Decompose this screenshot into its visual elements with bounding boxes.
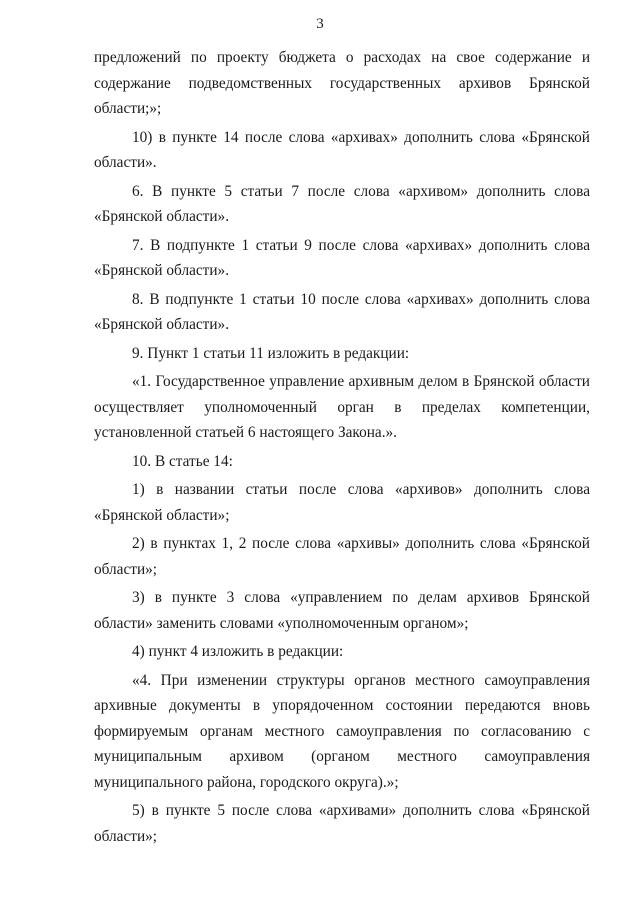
- paragraph-section-8: 8. В подпункте 1 статьи 10 после слова «архивах» дополнить слова «Брянской области».: [94, 290, 590, 333]
- paragraph-subitem-1: 1) в названии статьи после слова «архивов» дополнить слова «Брянской области»;: [94, 481, 590, 524]
- paragraph-subitem-3: 3) в пункте 3 слова «управлением по делам архивов Брянской области» заменить словами «уполномоченным органом»;: [94, 589, 590, 632]
- page-number: 3: [316, 16, 324, 32]
- paragraph-subitem-2: 2) в пунктах 1, 2 после слова «архивы» дополнить слова «Брянской области»;: [94, 535, 590, 578]
- paragraph-section-10: 10. В статье 14:: [132, 452, 233, 470]
- paragraph-section-6: 6. В пункте 5 статьи 7 после слова «архивом» дополнить слова «Брянской области».: [94, 182, 590, 225]
- paragraph-subitem-4-quote: «4. При изменении структуры органов местного самоуправления архивные документы в упорядоченном состоянии передаются вновь формируемым органам местного самоуправления по согласованию с муниципальным архивом (органом местного самоуправления муниципального района, городского округа).»;: [94, 671, 590, 791]
- paragraph-section-9: 9. Пункт 1 статьи 11 изложить в редакции:: [132, 344, 410, 362]
- paragraph-item-10: 10) в пункте 14 после слова «архивах» дополнить слова «Брянской области».: [94, 128, 590, 171]
- paragraph-continuation: предложений по проекту бюджета о расходах на свое содержание и содержание подведомственных государственных архивов Брянской области;»;: [94, 49, 590, 117]
- paragraph-section-7: 7. В подпункте 1 статьи 9 после слова «архивах» дополнить слова «Брянской области».: [94, 236, 590, 279]
- document-body: [94, 45, 590, 849]
- paragraph-subitem-4: 4) пункт 4 изложить в редакции:: [132, 643, 344, 660]
- paragraph-subitem-5: 5) в пункте 5 после слова «архивами» дополнить слова «Брянской области»;: [94, 802, 590, 845]
- paragraph-section-9-quote: «1. Государственное управление архивным делом в Брянской области осуществляет уполномоченный орган в пределах компетенции, установленной статьей 6 настоящего Закона.».: [94, 373, 590, 441]
